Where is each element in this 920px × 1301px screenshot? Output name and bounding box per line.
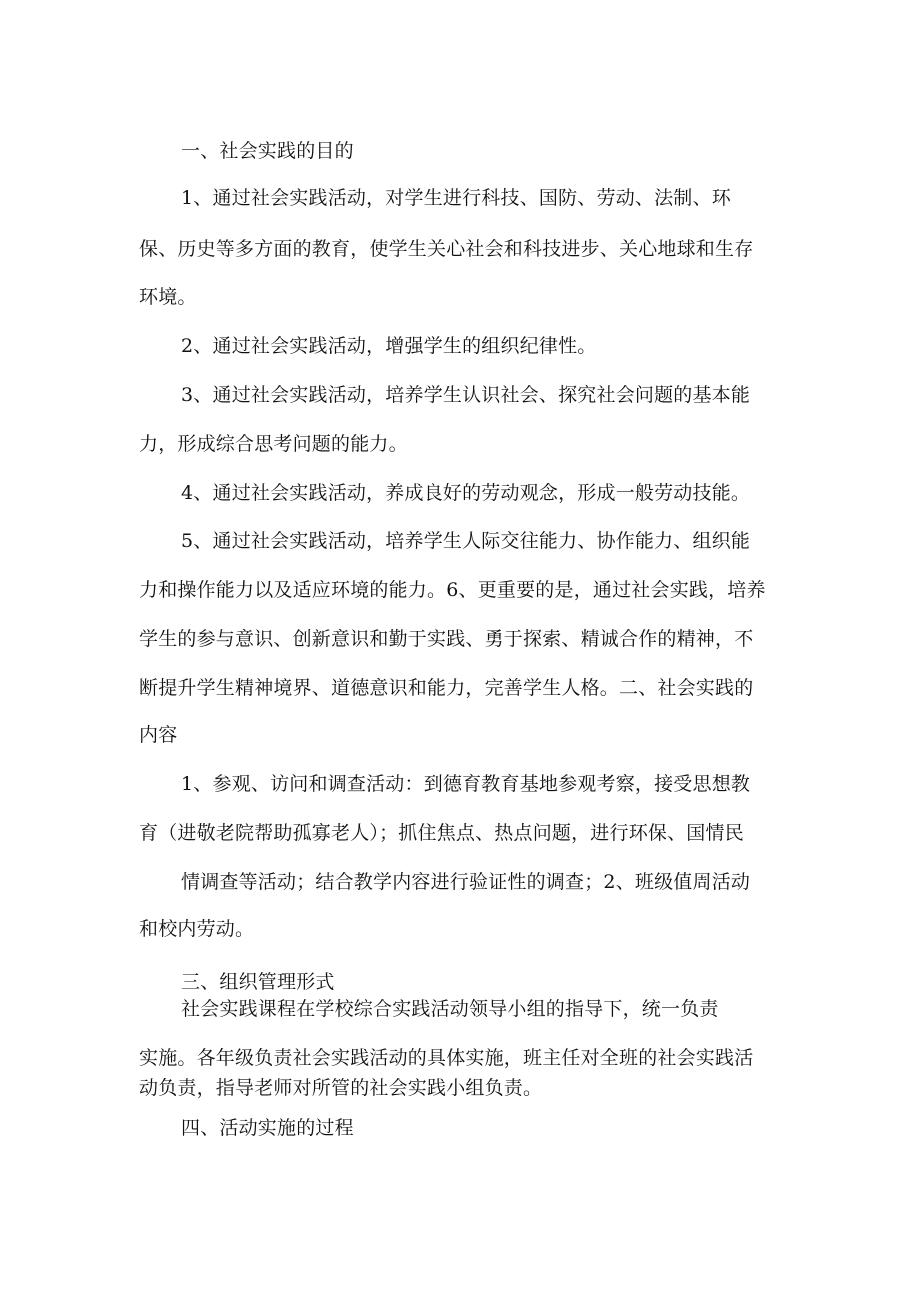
content-item-1-line-1: 1、参观、访问和调查活动：到德育教育基地参观考察，接受思想教	[181, 773, 751, 795]
heading-purpose: 一、社会实践的目的	[181, 140, 354, 162]
item-4-line-1: 4、通过社会实践活动，养成良好的劳动观念，形成一般劳动技能。	[181, 482, 751, 504]
item-5-line-3: 学生的参与意识、创新意识和勤于实践、勇于探索、精诚合作的精神，不	[139, 628, 754, 650]
content-item-1-line-3: 情调查等活动；结合教学内容进行验证性的调查；2、班级值周活动	[181, 871, 751, 893]
item-1-line-1: 1、通过社会实践活动，对学生进行科技、国防、劳动、法制、环	[181, 187, 731, 209]
item-5-line-1: 5、通过社会实践活动，培养学生人际交往能力、协作能力、组织能	[181, 530, 751, 552]
item-1-line-3: 环境。	[139, 286, 197, 308]
item-2-line-1: 2、通过社会实践活动，增强学生的组织纪律性。	[181, 335, 597, 357]
management-line-2: 实施。各年级负责社会实践活动的具体实施，班主任对全班的社会实践活	[139, 1047, 754, 1069]
heading-process: 四、活动实施的过程	[181, 1117, 354, 1139]
content-item-1-line-4: 和校内劳动。	[139, 918, 255, 940]
item-5-line-4: 断提升学生精神境界、道德意识和能力，完善学生人格。二、社会实践的	[139, 677, 754, 699]
item-3-line-1: 3、通过社会实践活动，培养学生认识社会、探究社会问题的基本能	[181, 384, 751, 406]
management-line-3: 动负责，指导老师对所管的社会实践小组负责。	[139, 1077, 543, 1099]
item-5-line-2: 力和操作能力以及适应环境的能力。6、更重要的是，通过社会实践，培养	[139, 579, 766, 601]
item-3-line-2: 力，形成综合思考问题的能力。	[139, 433, 408, 455]
management-line-1: 社会实践课程在学校综合实践活动领导小组的指导下，统一负责	[181, 998, 719, 1020]
heading-management: 三、组织管理形式	[181, 971, 335, 993]
item-5-line-5: 内容	[139, 724, 178, 746]
item-1-line-2: 保、历史等多方面的教育，使学生关心社会和科技进步、关心地球和生存	[139, 238, 754, 260]
content-item-1-line-2: 育（进敬老院帮助孤寡老人）；抓住焦点、热点问题，进行环保、国情民	[139, 822, 744, 844]
